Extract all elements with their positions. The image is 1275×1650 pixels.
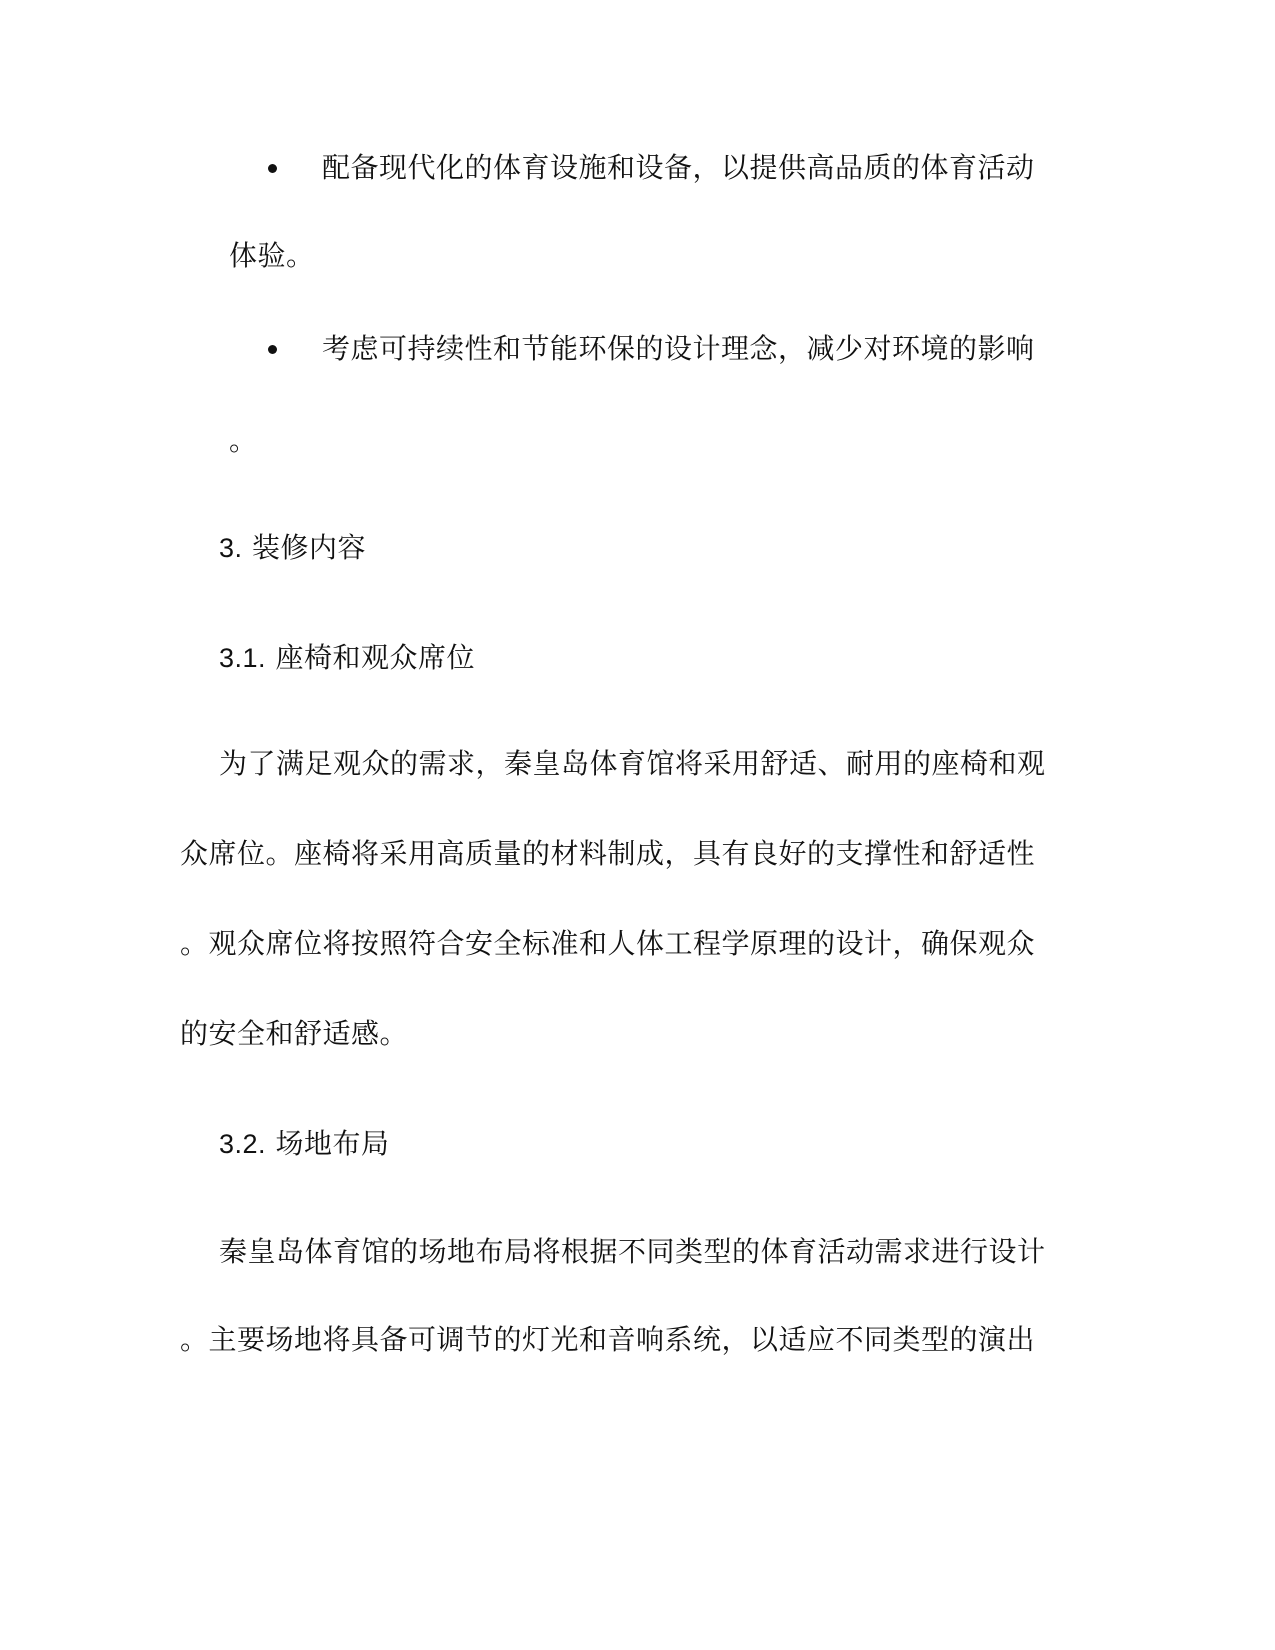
bullet-dot-icon xyxy=(268,164,277,173)
bullet-2-line-1: 考虑可持续性和节能环保的设计理念，减少对环境的影响 xyxy=(322,332,1035,365)
paragraph-3-2-line-1: 秦皇岛体育馆的场地布局将根据不同类型的体育活动需求进行设计 xyxy=(219,1235,1046,1268)
paragraph-3-1-line-3: 。观众席位将按照符合安全标准和人体工程学原理的设计，确保观众 xyxy=(180,927,1036,960)
section-3-number: 3. xyxy=(219,533,243,563)
section-3-2-number: 3.2. xyxy=(219,1129,267,1159)
paragraph-3-1-line-2: 众席位。座椅将采用高质量的材料制成，具有良好的支撑性和舒适性 xyxy=(180,837,1036,870)
section-3-heading xyxy=(219,530,366,566)
paragraph-3-1-line-1: 为了满足观众的需求，秦皇岛体育馆将采用舒适、耐用的座椅和观 xyxy=(219,747,1046,780)
bullet-2-line-2: 。 xyxy=(229,424,258,457)
section-3-1-heading xyxy=(219,640,475,676)
section-3-1-number: 3.1. xyxy=(219,643,267,673)
section-3-2-title: 场地布局 xyxy=(275,1127,390,1160)
bullet-1-line-2: 体验。 xyxy=(229,239,315,272)
section-3-2-heading xyxy=(219,1126,389,1162)
section-3-1-title: 座椅和观众席位 xyxy=(275,641,475,674)
bullet-1-line-1: 配备现代化的体育设施和设备，以提供高品质的体育活动 xyxy=(322,151,1035,184)
bullet-dot-icon xyxy=(268,345,277,354)
section-3-title: 装修内容 xyxy=(251,531,366,564)
paragraph-3-1-line-4: 的安全和舒适感。 xyxy=(180,1017,409,1050)
paragraph-3-2-line-2: 。主要场地将具备可调节的灯光和音响系统，以适应不同类型的演出 xyxy=(180,1323,1036,1356)
